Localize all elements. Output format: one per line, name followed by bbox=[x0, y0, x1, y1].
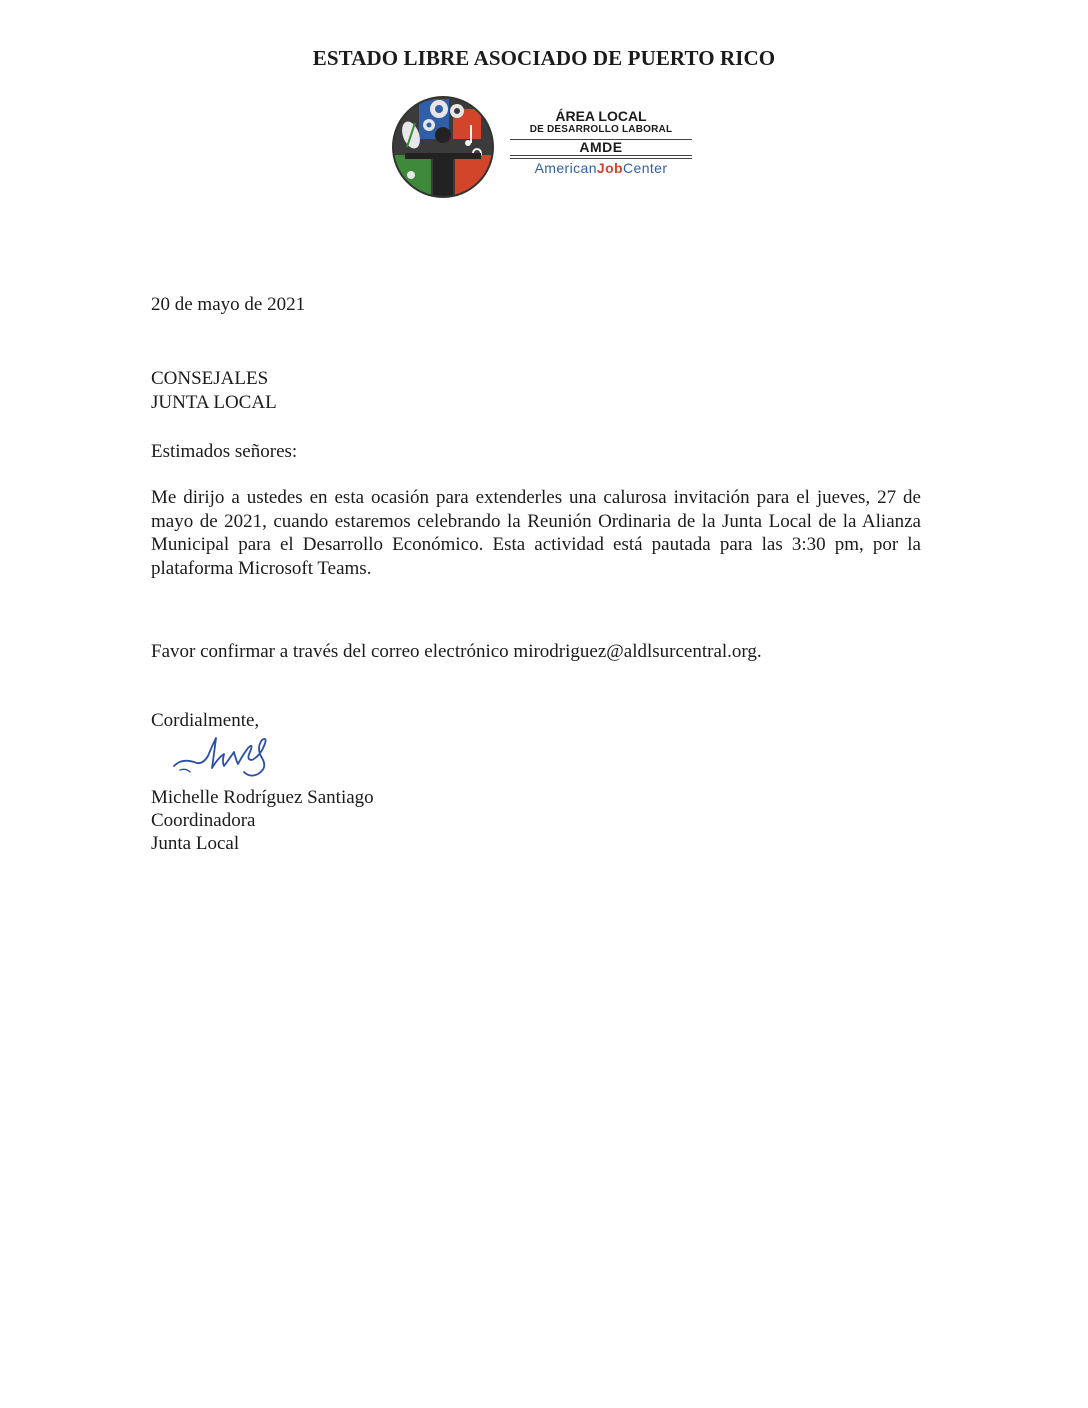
signer-title: Coordinadora bbox=[151, 810, 256, 831]
closing: Cordialmente, bbox=[151, 710, 260, 731]
salutation: Estimados señores: bbox=[151, 441, 298, 462]
amde-logo-icon bbox=[391, 95, 495, 199]
recipient-line-1: CONSEJALES bbox=[151, 368, 269, 389]
org-desarrollo-laboral: DE DESARROLLO LABORAL bbox=[529, 124, 673, 135]
signer-organization: Junta Local bbox=[151, 833, 240, 854]
confirmation-note: Favor confirmar a través del correo electrónico mirodriguez@aldlsurcentral.org. bbox=[151, 641, 762, 662]
organization-block bbox=[510, 108, 692, 177]
signer-name: Michelle Rodríguez Santiago bbox=[151, 787, 374, 808]
org-area-local: ÁREA LOCAL bbox=[555, 108, 647, 124]
letter-date: 20 de mayo de 2021 bbox=[151, 294, 306, 315]
american-job-center-label bbox=[510, 159, 692, 177]
ajc-suffix: Center bbox=[623, 160, 668, 176]
recipient-line-2: JUNTA LOCAL bbox=[151, 392, 277, 413]
page-title: ESTADO LIBRE ASOCIADO DE PUERTO RICO bbox=[312, 46, 776, 70]
handwritten-signature bbox=[172, 728, 290, 780]
ajc-job: Job bbox=[596, 160, 623, 176]
ajc-prefix: American bbox=[534, 160, 597, 176]
letter-body: Me dirijo a ustedes en esta ocasión para extenderles una calurosa invitación para el jueves, 27 de mayo de 2021, cuando estaremos celebrando la Reunión Ordinaria de la Junta Local de la Alianza Municipal para el Desarrollo Económico. Esta actividad está pautada para las 3:30 pm, por la plataforma Microsoft Teams. bbox=[151, 487, 921, 579]
org-acronym: AMDE bbox=[579, 139, 623, 155]
